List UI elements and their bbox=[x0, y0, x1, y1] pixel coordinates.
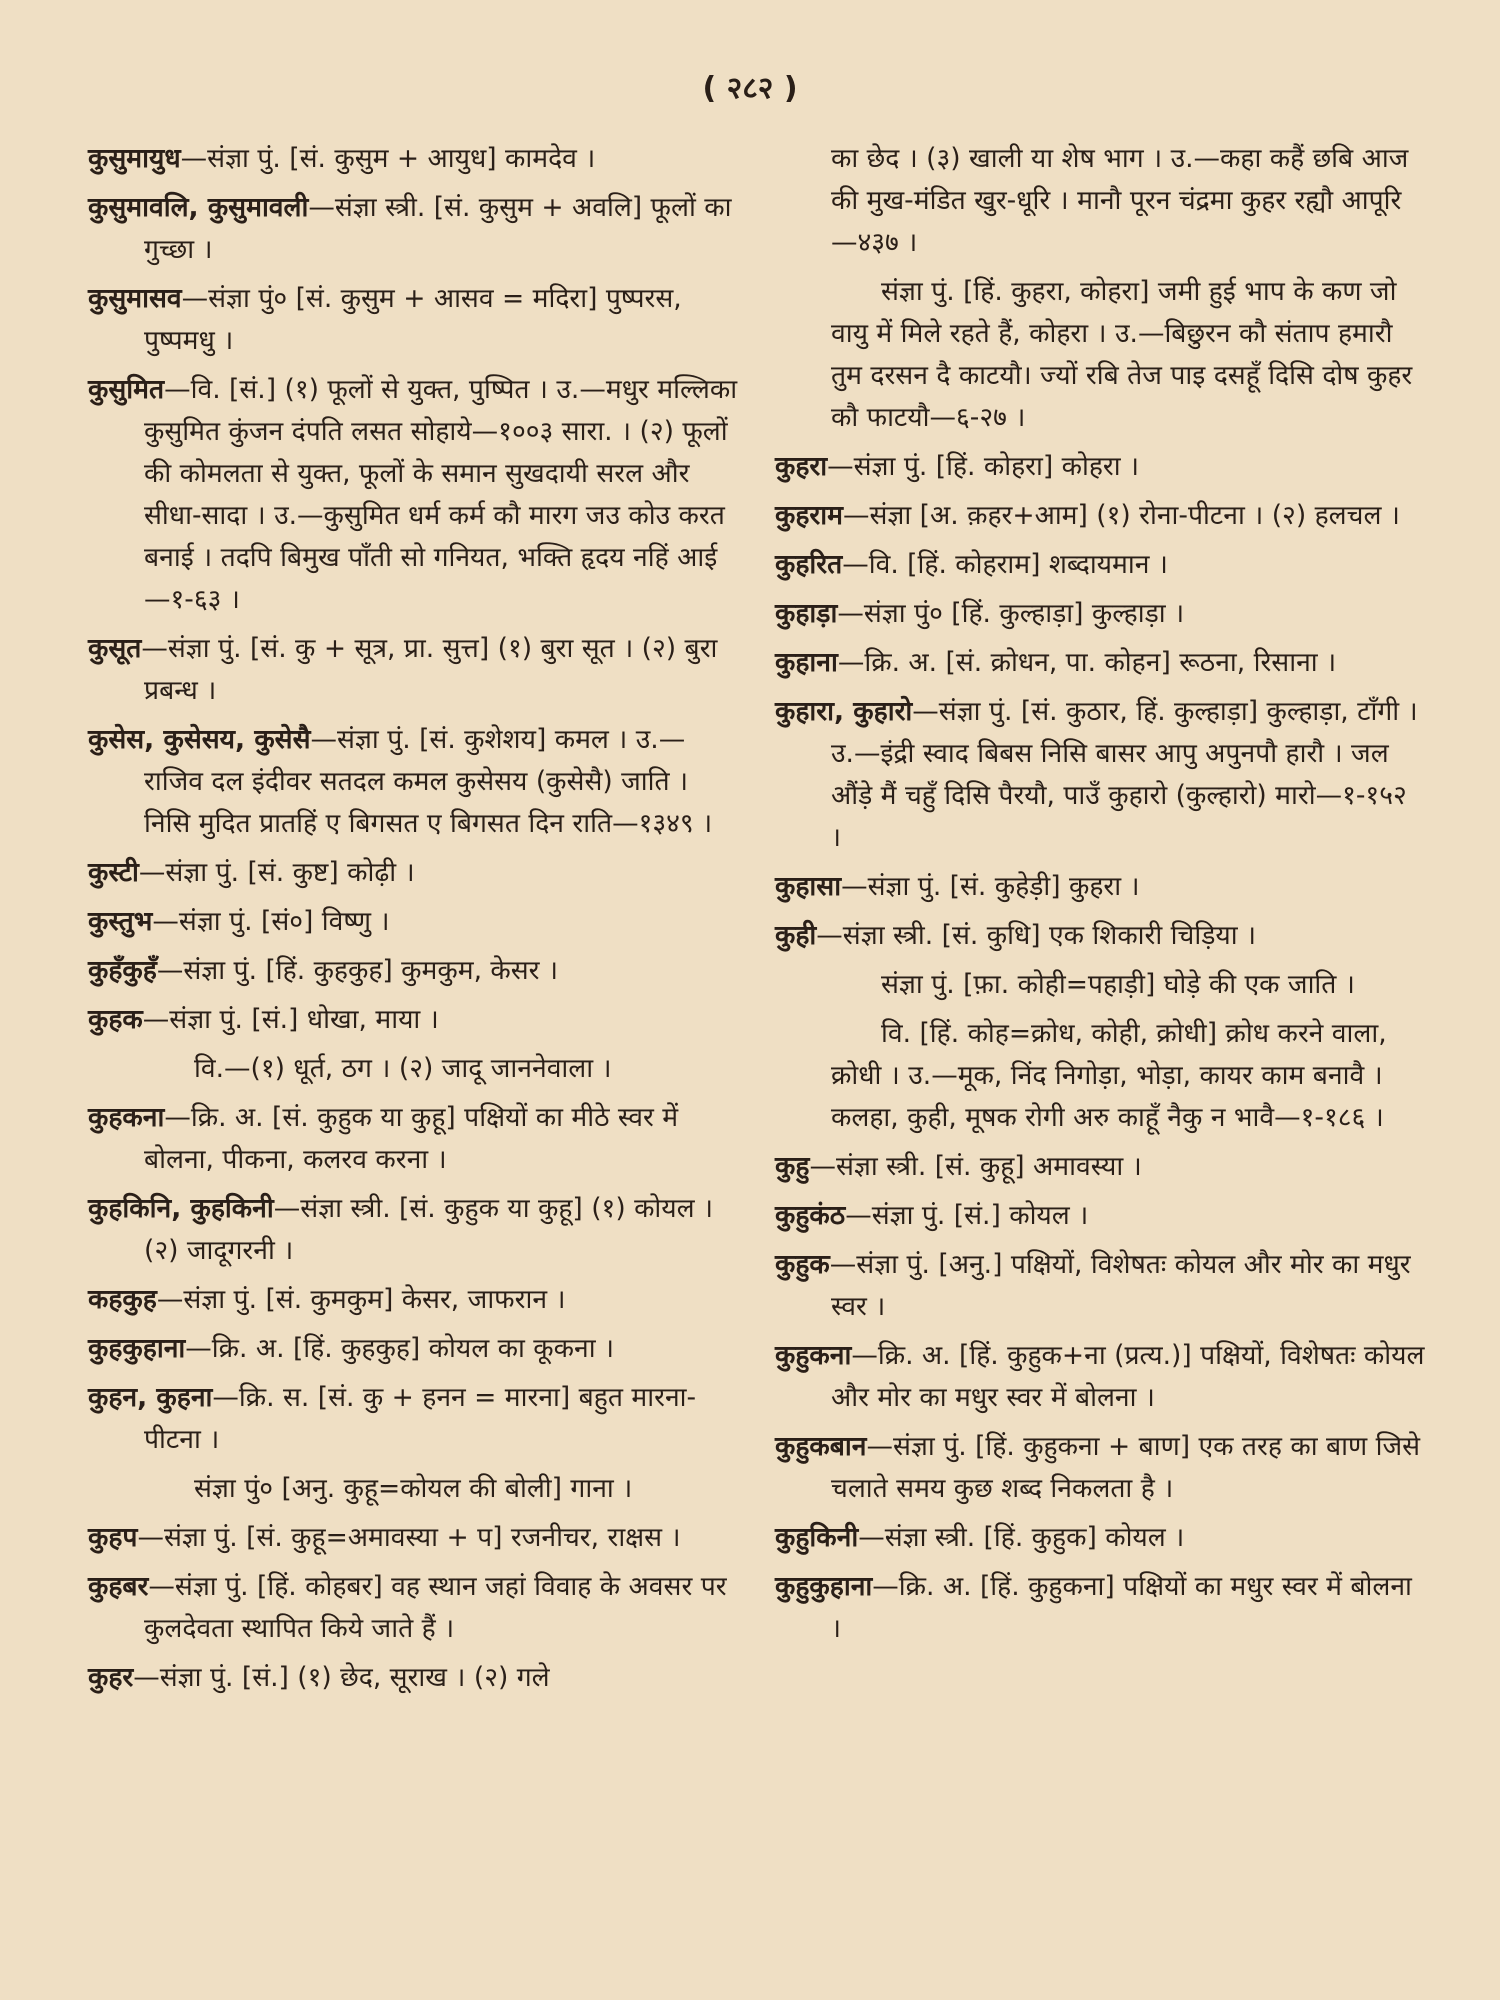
dictionary-entry bbox=[88, 1657, 738, 1699]
headword: कुहक bbox=[88, 1004, 143, 1035]
headword: कुहुकंठ bbox=[775, 1200, 846, 1231]
headword: कुहाना bbox=[775, 647, 838, 678]
dictionary-entry bbox=[88, 1377, 738, 1461]
definition: —संज्ञा पुं. [सं.] धोखा, माया । bbox=[142, 1004, 439, 1035]
definition: —संज्ञा पुं. [सं. कुहेड़ी] कुहरा । bbox=[841, 871, 1140, 902]
dictionary-entry bbox=[88, 1279, 738, 1321]
headword: कुहँकुहँ bbox=[88, 955, 157, 986]
dictionary-entry bbox=[88, 628, 738, 712]
dictionary-entry bbox=[88, 1328, 738, 1370]
definition: —संज्ञा पुं. [सं. कुसुम + आयुध] कामदेव । bbox=[180, 143, 596, 174]
headword: कुही bbox=[775, 920, 817, 951]
definition: —संज्ञा पुं. [हिं. कोहबर] वह स्थान जहां विवाह के अवसर पर कुलदेवता स्थापित किये जाते हैं । bbox=[144, 1571, 727, 1644]
definition: —संज्ञा पुं. [सं. कुहू=अमावस्या + प] रजनीचर, राक्षस । bbox=[137, 1522, 681, 1553]
headword: कुहकना bbox=[88, 1102, 165, 1133]
dictionary-entry bbox=[775, 866, 1425, 908]
definition: —संज्ञा पुं. [सं. कुष्ट] कोढ़ी । bbox=[138, 857, 415, 888]
dictionary-entry bbox=[88, 138, 738, 180]
definition: —संज्ञा स्त्री. [सं. कुधि] एक शिकारी चिड़िया । bbox=[816, 920, 1257, 951]
continued-definition: का छेद । (३) खाली या शेष भाग । उ.—कहा कहैं छबि आज की मुख-मंडित खुर-धूरि । मानौ पूरन चंद्रमा कुहर रह्यौ आपूरि—४३७ । bbox=[831, 143, 1409, 258]
definition: —संज्ञा पुं. [सं. कुमकुम] केसर, जाफरान । bbox=[156, 1284, 566, 1315]
dictionary-entry bbox=[775, 1566, 1425, 1650]
headword: कुसुमायुध bbox=[88, 143, 181, 174]
definition: —संज्ञा [अ. क़हर+आम] (१) रोना-पीटना । (२) हलचल । bbox=[842, 500, 1400, 531]
definition: —संज्ञा पुं. [हिं. कुहकुह] कुमकुम, केसर । bbox=[156, 955, 558, 986]
definition: —संज्ञा स्त्री. [सं. कुसुम + अवलि] फूलों का गुच्छा । bbox=[144, 192, 732, 265]
headword: कुहासा bbox=[775, 871, 842, 902]
headword: कुस्तुभ bbox=[88, 906, 153, 937]
headword: कहकुह bbox=[88, 1284, 157, 1315]
dictionary-entry bbox=[88, 999, 738, 1041]
headword: कुहबर bbox=[88, 1571, 149, 1602]
definition: —संज्ञा पुं. [सं. कुठार, हिं. कुल्हाड़ा] कुल्हाड़ा, टाँगी । उ.—इंद्री स्वाद बिबस निसि बासर आपु अपुनपौ हारौ । जल औंड़े मैं चहुँ दिसि पैरयौ, पाउँ कुहारो (कुल्हारो) मारो—१-१५२ । bbox=[831, 696, 1418, 853]
dictionary-entry bbox=[88, 187, 738, 271]
headword: कुहन, कुहना bbox=[88, 1382, 213, 1413]
headword: कुसुमित bbox=[88, 374, 165, 405]
headword: कुसुमावलि, कुसुमावली bbox=[88, 192, 309, 223]
definition: —संज्ञा पुं. [सं.] (१) छेद, सूराख । (२) गले bbox=[133, 1662, 550, 1693]
definition: —क्रि. अ. [हिं. कुहकुह] कोयल का कूकना । bbox=[185, 1333, 615, 1364]
dictionary-entry bbox=[88, 369, 738, 621]
definition: —संज्ञा पुं. [हिं. कुहुकना + बाण] एक तरह का बाण जिसे चलाते समय कुछ शब्द निकलता है । bbox=[831, 1431, 1421, 1504]
definition: —संज्ञा स्त्री. [सं. कुहू] अमावस्या । bbox=[809, 1151, 1142, 1182]
dictionary-entry bbox=[775, 1244, 1425, 1328]
definition: —क्रि. अ. [हिं. कुहुकना] पक्षियों का मधुर स्वर में बोलना । bbox=[831, 1571, 1412, 1644]
dictionary-entry bbox=[775, 1517, 1425, 1559]
left-column bbox=[88, 138, 738, 1706]
headword: कुसेस, कुसेसय, कुसेसै bbox=[88, 724, 311, 755]
definition: —क्रि. अ. [सं. कुहुक या कुहू] पक्षियों का मीठे स्वर में बोलना, पीकना, कलरव करना । bbox=[144, 1102, 679, 1175]
definition: —क्रि. अ. [सं. क्रोधन, पा. कोहन] रूठना, रिसाना । bbox=[837, 647, 1337, 678]
headword: कुहारा, कुहारो bbox=[775, 696, 913, 727]
headword: कुहुकुहाना bbox=[775, 1571, 873, 1602]
definition: —संज्ञा पुं. [सं. कुशेशय] कमल । उ.—राजिव दल इंदीवर सतदल कमल कुसेसय (कुसेसै) जाति । निसि मुदित प्रातहिं ए बिगसत ए बिगसत दिन राति—१३४९ । bbox=[144, 724, 713, 839]
dictionary-entry bbox=[775, 642, 1425, 684]
definition: —संज्ञा स्त्री. [हिं. कुहुक] कोयल । bbox=[858, 1522, 1185, 1553]
definition: —संज्ञा पुं. [अनु.] पक्षियों, विशेषतः कोयल और मोर का मधुर स्वर । bbox=[829, 1249, 1411, 1322]
page-number: ( २८२ ) bbox=[702, 71, 798, 106]
headword: कुहुकबान bbox=[775, 1431, 867, 1462]
headword: कुसुमासव bbox=[88, 283, 182, 314]
definition: —संज्ञा पुं. [हिं. कोहरा] कोहरा । bbox=[827, 451, 1140, 482]
sub-definition: संज्ञा पुं. [हिं. कुहरा, कोहरा] जमी हुई भाप के कण जो वायु में मिले रहते हैं, कोहरा । उ.—बिछुरन कौ संताप हमारौ तुम दरसन दै काटयौ। ज्यों रबि तेज पाइ दसहूँ दिसि दोष कुहर कौ फाटयौ—६-२७ । bbox=[831, 276, 1413, 433]
definition: —संज्ञा पुं. [सं. कु + सूत्र, प्रा. सुत्त] (१) बुरा सूत । (२) बुरा प्रबन्ध । bbox=[141, 633, 718, 706]
definition: —वि. [हिं. कोहराम] शब्दायमान । bbox=[842, 549, 1168, 580]
dictionary-entry bbox=[88, 1188, 738, 1272]
dictionary-entry bbox=[775, 1195, 1425, 1237]
definition: —वि. [सं.] (१) फूलों से युक्त, पुष्पित । उ.—मधुर मल्लिका कुसुमित कुंजन दंपति लसत सोहाये—१००३ सारा. । (२) फूलों की कोमलता से युक्त, फूलों के समान सुखदायी सरल और सीधा-सादा । उ.—कुसुमित धर्म कर्म कौ मारग जउ कोउ करत बनाई । तदपि बिमुख पाँती सो गनियत, भक्ति हृदय नहिं आई—१-६३ । bbox=[144, 374, 738, 615]
definition: —क्रि. अ. [हिं. कुहुक+ना (प्रत्य.)] पक्षियों, विशेषतः कोयल और मोर का मधुर स्वर में बोलना । bbox=[831, 1340, 1425, 1413]
sub-definition: संज्ञा पुं० [अनु. कुहू=कोयल की बोली] गाना । bbox=[194, 1473, 633, 1504]
sub-definition: वि. [हिं. कोह=क्रोध, कोही, क्रोधी] क्रोध करने वाला, क्रोधी । उ.—मूक, निंद निगोड़ा, भोड़ा, कायर काम बनावै । कलहा, कुही, मूषक रोगी अरु काहूँ नैकु न भावै—१-१८६ । bbox=[831, 1018, 1387, 1133]
dictionary-entry bbox=[88, 852, 738, 894]
right-column bbox=[775, 138, 1425, 1657]
headword: कुहुकना bbox=[775, 1340, 852, 1371]
headword: कुस्टी bbox=[88, 857, 139, 888]
dictionary-entry bbox=[775, 495, 1425, 537]
dictionary-entry bbox=[88, 1097, 738, 1181]
definition: —संज्ञा पुं. [सं.] कोयल । bbox=[845, 1200, 1089, 1231]
sub-definition: संज्ञा पुं. [फ़ा. कोही=पहाड़ी] घोड़े की एक जाति । bbox=[881, 969, 1355, 1000]
dictionary-entry bbox=[775, 691, 1425, 859]
headword: कुहुक bbox=[775, 1249, 830, 1280]
headword: कुहाड़ा bbox=[775, 598, 838, 629]
dictionary-entry bbox=[88, 278, 738, 362]
dictionary-entry bbox=[775, 544, 1425, 586]
dictionary-entry bbox=[88, 1566, 738, 1650]
dictionary-entry bbox=[88, 1517, 738, 1559]
headword: कुसूत bbox=[88, 633, 142, 664]
definition: —संज्ञा पुं० [सं. कुसुम + आसव = मदिरा] पुष्परस, पुष्पमधु । bbox=[144, 283, 682, 356]
headword: कुहराम bbox=[775, 500, 843, 531]
definition: —क्रि. स. [सं. कु + हनन = मारना] बहुत मारना-पीटना । bbox=[144, 1382, 697, 1455]
headword: कुहप bbox=[88, 1522, 138, 1553]
headword: कुहुकिनी bbox=[775, 1522, 859, 1553]
headword: कुहकिनि, कुहकिनी bbox=[88, 1193, 274, 1224]
headword: कुहकुहाना bbox=[88, 1333, 186, 1364]
headword: कुहर bbox=[88, 1662, 134, 1693]
sub-definition: वि.—(१) धूर्त, ठग । (२) जादू जाननेवाला । bbox=[194, 1053, 612, 1084]
dictionary-entry bbox=[775, 1335, 1425, 1419]
dictionary-entry bbox=[88, 950, 738, 992]
dictionary-entry bbox=[88, 901, 738, 943]
definition: —संज्ञा स्त्री. [सं. कुहुक या कुहू] (१) कोयल । (२) जादूगरनी । bbox=[144, 1193, 714, 1266]
dictionary-entry bbox=[775, 446, 1425, 488]
dictionary-entry bbox=[775, 1426, 1425, 1510]
dictionary-entry bbox=[775, 1146, 1425, 1188]
dictionary-entry bbox=[775, 915, 1425, 957]
headword: कुहरित bbox=[775, 549, 843, 580]
dictionary-entry bbox=[775, 593, 1425, 635]
headword: कुहु bbox=[775, 1151, 810, 1182]
dictionary-entry bbox=[88, 719, 738, 845]
headword: कुहरा bbox=[775, 451, 828, 482]
definition: —संज्ञा पुं० [हिं. कुल्हाड़ा] कुल्हाड़ा । bbox=[837, 598, 1185, 629]
definition: —संज्ञा पुं. [सं०] विष्णु । bbox=[152, 906, 390, 937]
